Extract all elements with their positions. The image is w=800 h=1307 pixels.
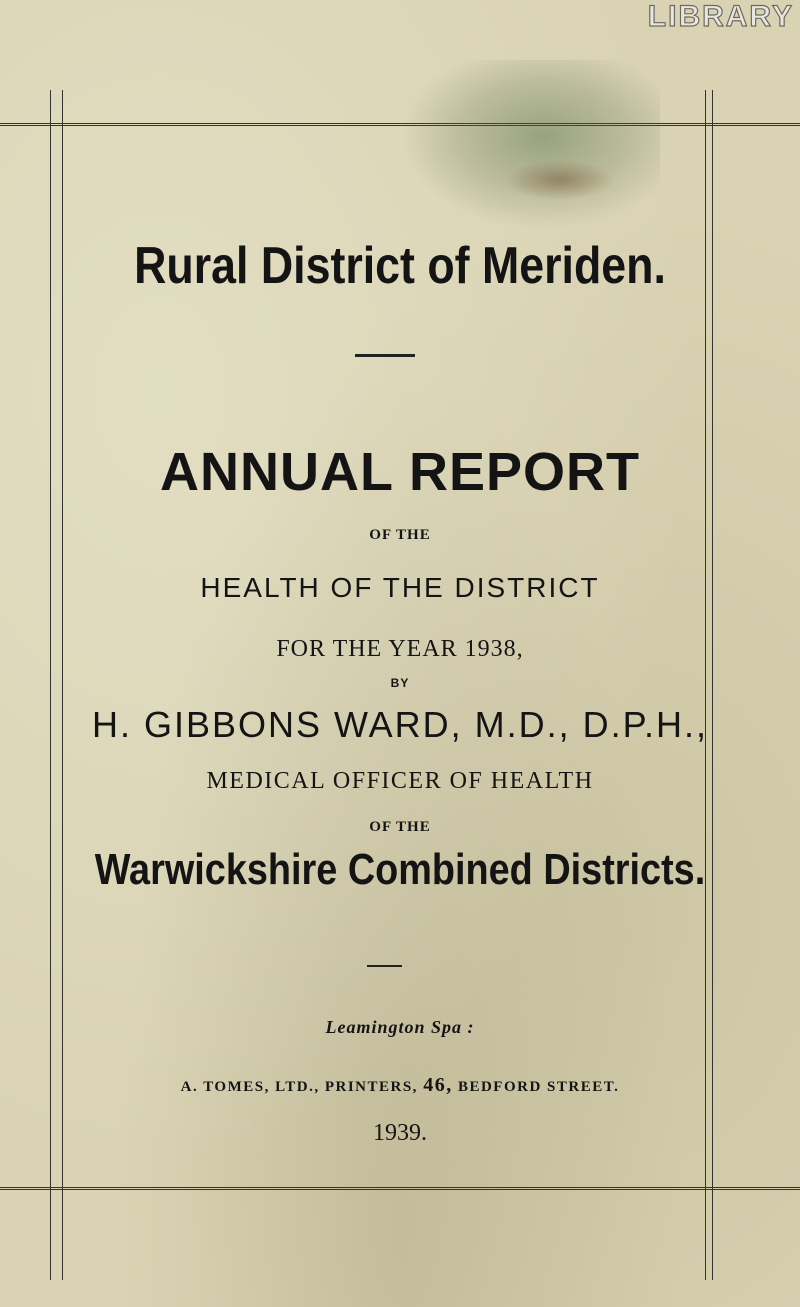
- faded-seal-stamp: [400, 60, 660, 230]
- faded-seal-core: [505, 160, 615, 200]
- position-line: MEDICAL OFFICER OF HEALTH: [206, 768, 594, 794]
- district-title: Rural District of Meriden.: [134, 237, 666, 295]
- printer-street-number: 46,: [423, 1074, 453, 1096]
- author-line: H. GIBBONS WARD, M.D., D.P.H.,: [91, 704, 709, 745]
- printer-name: A. TOMES, LTD., PRINTERS,: [180, 1079, 418, 1095]
- by-line: BY: [390, 676, 410, 690]
- imprint-place: Leamington Spa :: [325, 1017, 475, 1037]
- of-the-line-2: OF THE: [369, 819, 431, 835]
- title-rule: [355, 354, 415, 357]
- year-line: FOR THE YEAR 1938,: [276, 636, 524, 662]
- authority-rule: [367, 965, 402, 967]
- imprint-printer: [0, 1074, 800, 1097]
- authority-line: Warwickshire Combined Districts.: [94, 845, 706, 894]
- of-the-line-1: OF THE: [369, 527, 431, 543]
- printer-street: BEDFORD STREET.: [457, 1079, 620, 1095]
- annual-report-heading: ANNUAL REPORT: [159, 442, 640, 502]
- library-stamp: LIBRARY: [647, 0, 794, 33]
- border-bottom: [0, 1187, 800, 1190]
- health-subject-line: HEALTH OF THE DISTRICT: [200, 572, 600, 603]
- imprint-date: 1939.: [373, 1120, 427, 1146]
